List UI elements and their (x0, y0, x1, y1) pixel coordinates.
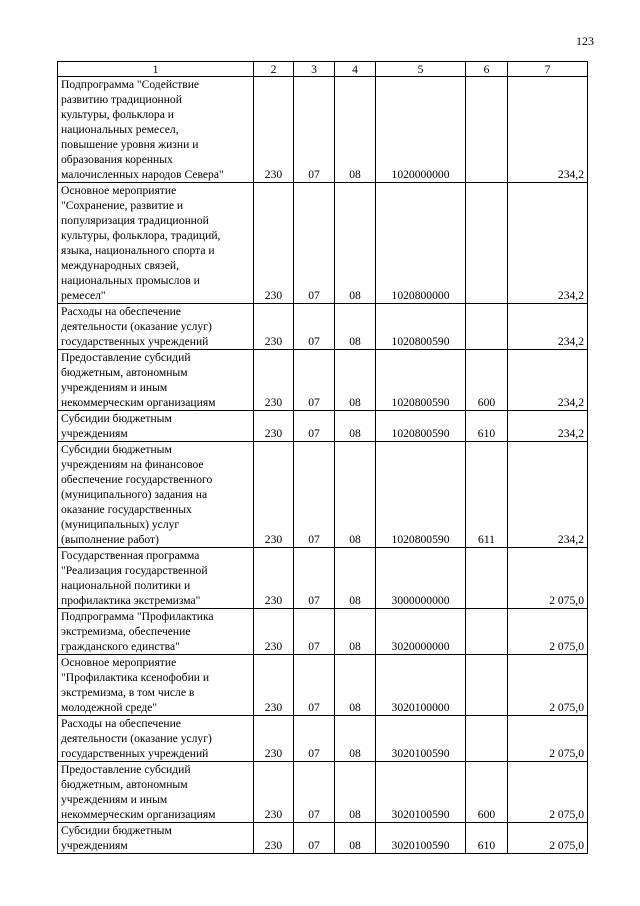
column-header: 2 (254, 62, 294, 77)
row-subsection-cell: 08 (335, 304, 376, 350)
row-section-cell: 07 (294, 77, 335, 183)
table-row (58, 442, 588, 548)
row-section-cell: 07 (294, 304, 335, 350)
row-target-item-cell: 1020800590 (376, 442, 466, 548)
row-code-cell: 230 (254, 77, 294, 183)
row-code-cell: 230 (254, 609, 294, 655)
budget-table (57, 61, 588, 854)
row-subsection-cell: 08 (335, 548, 376, 609)
row-section-cell: 07 (294, 823, 335, 854)
row-subsection-cell: 08 (335, 77, 376, 183)
table-row (58, 183, 588, 304)
column-header: 6 (466, 62, 508, 77)
row-code-cell: 230 (254, 823, 294, 854)
row-subsection-cell: 08 (335, 655, 376, 716)
row-expense-type-cell: 610 (466, 411, 508, 442)
row-name-cell: Предоставление субсидий бюджетным, автономным учреждениям и иным некоммерческим организациям (58, 762, 254, 823)
row-amount-cell: 2 075,0 (508, 609, 588, 655)
row-target-item-cell: 1020800590 (376, 411, 466, 442)
row-code-cell: 230 (254, 762, 294, 823)
row-amount-cell: 2 075,0 (508, 655, 588, 716)
row-subsection-cell: 08 (335, 442, 376, 548)
row-code-cell: 230 (254, 411, 294, 442)
row-name-cell: Предоставление субсидий бюджетным, автономным учреждениям и иным некоммерческим организациям (58, 350, 254, 411)
row-name-cell: Основное мероприятие "Сохранение, развитие и популяризация традиционной культуры, фольклора, традиций, языка, национального спорта и международных связей, национальных промыслов и ремесел" (58, 183, 254, 304)
row-name-cell: Подпрограмма "Профилактика экстремизма, обеспечение гражданского единства" (58, 609, 254, 655)
row-name-cell: Субсидии бюджетным учреждениям (58, 411, 254, 442)
column-header: 3 (294, 62, 335, 77)
page-number: 123 (576, 34, 594, 48)
row-amount-cell: 234,2 (508, 442, 588, 548)
table-row (58, 350, 588, 411)
row-target-item-cell: 3020100000 (376, 655, 466, 716)
row-name-cell: Государственная программа "Реализация государственной национальной политики и профилактика экстремизма" (58, 548, 254, 609)
row-name-cell: Расходы на обеспечение деятельности (оказание услуг) государственных учреждений (58, 716, 254, 762)
row-section-cell: 07 (294, 442, 335, 548)
row-expense-type-cell (466, 655, 508, 716)
row-section-cell: 07 (294, 609, 335, 655)
row-subsection-cell: 08 (335, 411, 376, 442)
table-row (58, 304, 588, 350)
row-expense-type-cell (466, 183, 508, 304)
row-name-cell: Основное мероприятие "Профилактика ксенофобии и экстремизма, в том числе в молодежной среде" (58, 655, 254, 716)
column-header: 7 (508, 62, 588, 77)
row-amount-cell: 2 075,0 (508, 548, 588, 609)
table-row (58, 411, 588, 442)
row-name-cell: Подпрограмма "Содействие развитию традиционной культуры, фольклора и национальных ремесел, повышение уровня жизни и образования коренных малочисленных народов Севера" (58, 77, 254, 183)
row-expense-type-cell (466, 304, 508, 350)
row-target-item-cell: 3020100590 (376, 823, 466, 854)
row-target-item-cell: 3020100590 (376, 762, 466, 823)
row-subsection-cell: 08 (335, 609, 376, 655)
row-target-item-cell: 3020000000 (376, 609, 466, 655)
row-target-item-cell: 1020800000 (376, 183, 466, 304)
row-name-cell: Субсидии бюджетным учреждениям на финансовое обеспечение государственного (муниципального) задания на оказание государственных (муниципальных) услуг (выполнение работ) (58, 442, 254, 548)
row-expense-type-cell (466, 609, 508, 655)
row-amount-cell: 234,2 (508, 350, 588, 411)
row-target-item-cell: 1020800590 (376, 304, 466, 350)
row-code-cell: 230 (254, 304, 294, 350)
row-expense-type-cell (466, 77, 508, 183)
table-row (58, 548, 588, 609)
row-subsection-cell: 08 (335, 350, 376, 411)
row-target-item-cell: 1020000000 (376, 77, 466, 183)
table-row (58, 655, 588, 716)
row-code-cell: 230 (254, 548, 294, 609)
row-target-item-cell: 3020100590 (376, 716, 466, 762)
table-row (58, 762, 588, 823)
row-amount-cell: 234,2 (508, 304, 588, 350)
row-amount-cell: 234,2 (508, 411, 588, 442)
row-section-cell: 07 (294, 548, 335, 609)
row-name-cell: Субсидии бюджетным учреждениям (58, 823, 254, 854)
table-row (58, 823, 588, 854)
row-section-cell: 07 (294, 183, 335, 304)
row-code-cell: 230 (254, 716, 294, 762)
header-row (58, 62, 588, 77)
column-header: 4 (335, 62, 376, 77)
row-amount-cell: 234,2 (508, 183, 588, 304)
row-expense-type-cell (466, 716, 508, 762)
row-expense-type-cell: 600 (466, 762, 508, 823)
row-subsection-cell: 08 (335, 716, 376, 762)
row-code-cell: 230 (254, 655, 294, 716)
row-subsection-cell: 08 (335, 762, 376, 823)
row-section-cell: 07 (294, 350, 335, 411)
table-row (58, 609, 588, 655)
row-code-cell: 230 (254, 350, 294, 411)
row-amount-cell: 234,2 (508, 77, 588, 183)
row-amount-cell: 2 075,0 (508, 762, 588, 823)
row-name-cell: Расходы на обеспечение деятельности (оказание услуг) государственных учреждений (58, 304, 254, 350)
row-target-item-cell: 1020800590 (376, 350, 466, 411)
row-expense-type-cell: 611 (466, 442, 508, 548)
row-section-cell: 07 (294, 716, 335, 762)
row-expense-type-cell: 610 (466, 823, 508, 854)
row-expense-type-cell (466, 548, 508, 609)
column-header: 5 (376, 62, 466, 77)
row-target-item-cell: 3000000000 (376, 548, 466, 609)
row-code-cell: 230 (254, 183, 294, 304)
column-header: 1 (58, 62, 254, 77)
table-row (58, 716, 588, 762)
row-expense-type-cell: 600 (466, 350, 508, 411)
row-subsection-cell: 08 (335, 823, 376, 854)
table-row (58, 77, 588, 183)
row-amount-cell: 2 075,0 (508, 823, 588, 854)
row-section-cell: 07 (294, 411, 335, 442)
row-section-cell: 07 (294, 762, 335, 823)
row-amount-cell: 2 075,0 (508, 716, 588, 762)
row-section-cell: 07 (294, 655, 335, 716)
row-subsection-cell: 08 (335, 183, 376, 304)
row-code-cell: 230 (254, 442, 294, 548)
